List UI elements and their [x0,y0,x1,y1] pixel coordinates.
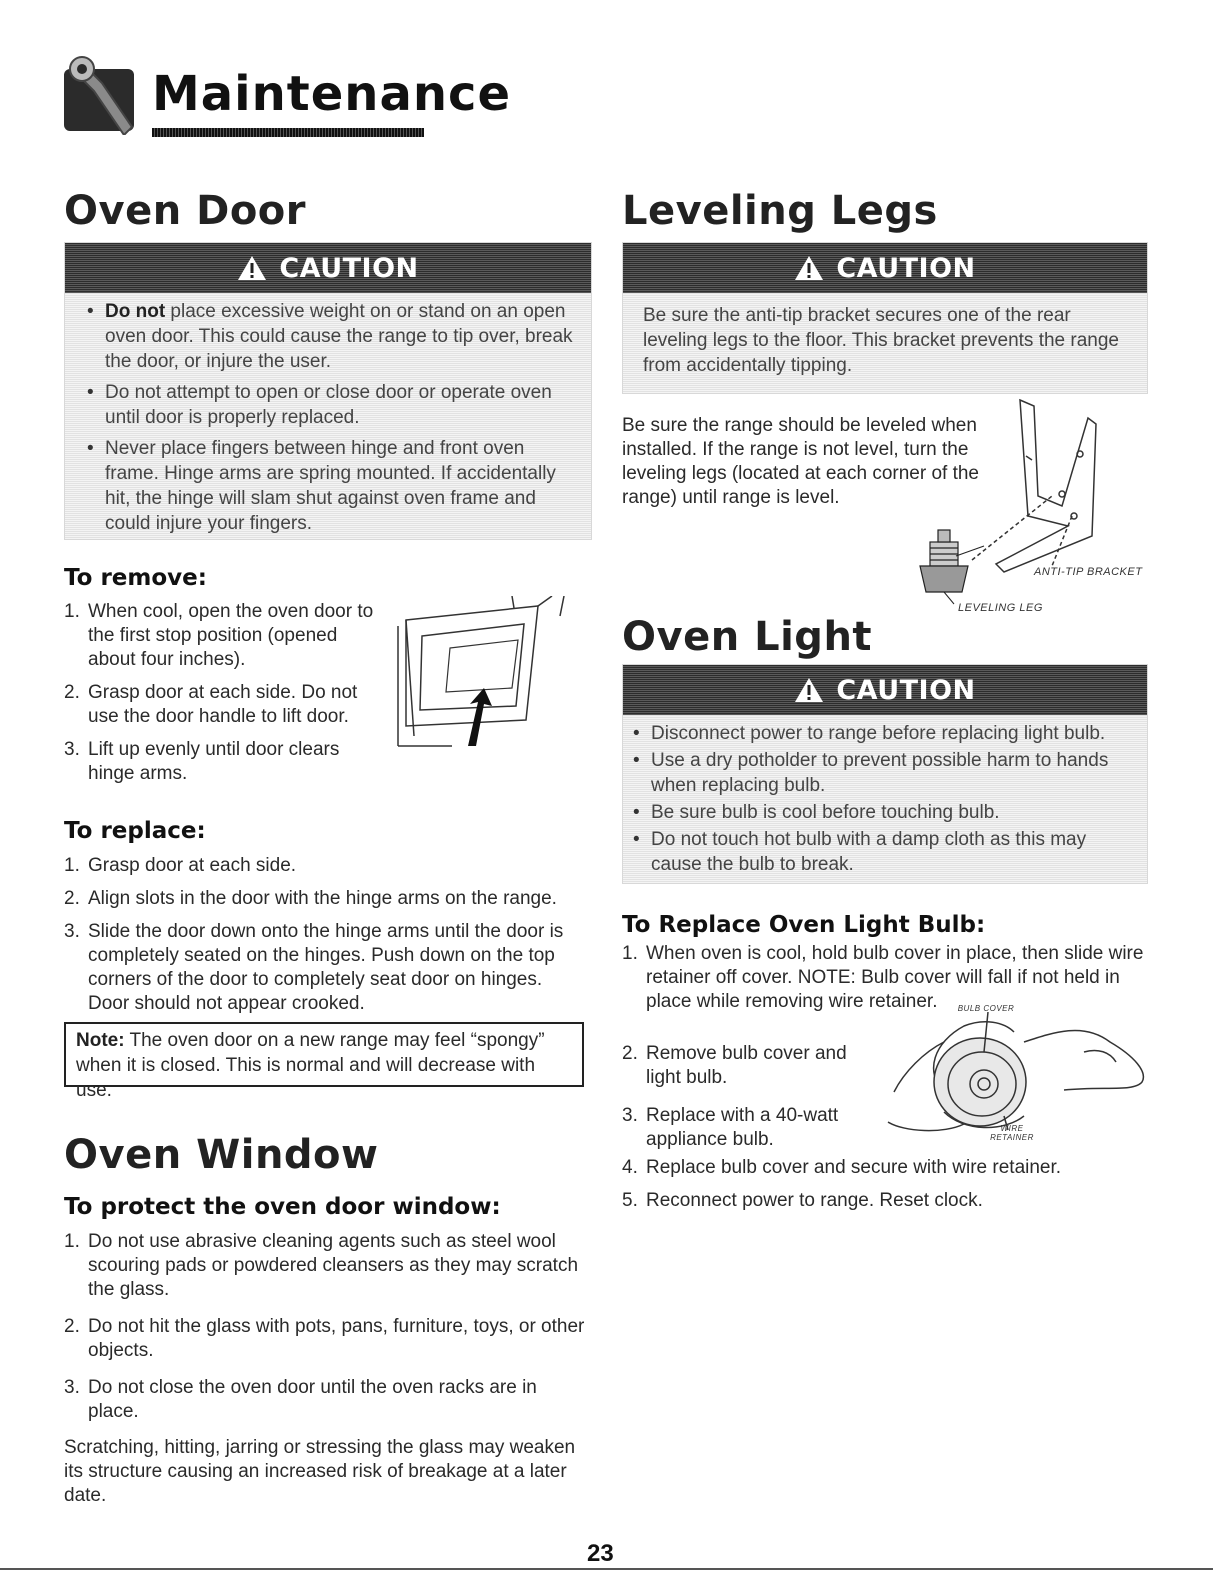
leveling-body-text: Be sure the range should be leveled when installed. If the range is not level, turn the leveling legs (located at each corner of the range) until range is level. [622,415,979,508]
caution-item: • Use a dry potholder to prevent possible harm to hands when replacing bulb. [631,748,1133,798]
leveling-legs-heading: Leveling Legs [622,188,938,234]
note-label: Note: [76,1030,125,1051]
list-item: 2. Remove bulb cover and light bulb. [622,1043,847,1088]
list-item: 4. Replace bulb cover and secure with wire retainer. [622,1157,1062,1178]
bottom-rule [0,1568,1213,1570]
list-item: 3. Do not close the oven door until the oven racks are in place. [64,1377,537,1422]
note-box [64,1022,584,1101]
bulb-steps [622,942,1147,1022]
list-item: 5. Reconnect power to range. Reset clock. [622,1190,983,1211]
warning-icon [794,254,824,282]
to-remove-heading: To remove: [64,565,207,591]
protect-window-heading: To protect the oven door window: [64,1194,501,1220]
oven-window-heading: Oven Window [64,1132,379,1178]
leveling-leg-caption: LEVELING LEG [958,602,1043,614]
caution-item: • Do not attempt to open or close door or operate oven until door is properly replaced. [85,380,577,430]
list-item: 3. Lift up evenly until door clears hinge arms. [64,739,340,784]
list-item: 1. When oven is cool, hold bulb cover in place, then slide wire retainer off cover. NOTE: Bulb cover will fall if not held in place while removing wire retainer. [622,943,1144,1012]
caution-item: • Do not place excessive weight on or stand on an open oven door. This could cause the range to tip over, break the door, or injure the user. [85,299,577,374]
warning-icon [237,254,267,282]
oven-door-illustration [392,596,576,752]
caution-item: • Disconnect power to range before replacing light bulb. [631,721,1133,746]
list-item: 2. Grasp door at each side. Do not use the door handle to lift door. [64,682,358,727]
page-header-title: Maintenance [152,66,512,122]
bulb-cover-caption: BULB COVER [957,1004,1015,1013]
list-item: 3. Replace with a 40-watt appliance bulb. [622,1105,839,1150]
header-rule [152,128,424,137]
remove-steps [64,600,384,795]
anti-tip-bracket-caption: ANTI-TIP BRACKET [1034,566,1143,578]
oven-door-caution-list [85,299,577,536]
caution-item: • Be sure bulb is cool before touching bulb. [631,800,1133,825]
bulb-steps-middle [622,1042,872,1161]
oven-light-caution-list [631,721,1133,877]
to-replace-heading: To replace: [64,818,206,844]
caution-item: • Never place fingers between hinge and front oven frame. Hinge arms are spring mounted. If accidentally hit, the hinge will slam shut against oven frame and could injure your fingers. [85,436,577,536]
wrench-icon [62,55,146,135]
caution-item: • Do not touch hot bulb with a damp cloth as this may cause the bulb to break. [631,827,1133,877]
caution-bar [623,665,1147,715]
oven-door-heading: Oven Door [64,188,306,234]
leveling-caution-text: Be sure the anti-tip bracket secures one of the rear leveling legs to the floor. This bracket prevents the range from accidentally tipping. [643,305,1119,376]
window-steps [64,1230,589,1433]
list-item: 3. Slide the door down onto the hinge arms until the door is completely seated on the hinges. Push down on the top corners of the door to completely seat door on hinges. Door should not appear crooked. [64,921,564,1014]
oven-light-heading: Oven Light [622,614,873,660]
oven-door-caution-box [64,242,592,540]
caution-bar [65,243,591,293]
list-item: 1. When cool, open the oven door to the first stop position (opened about four inches). [64,601,374,670]
replace-bulb-heading: To Replace Oven Light Bulb: [622,912,986,938]
caution-label: CAUTION [836,252,976,284]
list-item: 2. Do not hit the glass with pots, pans, furniture, toys, or other objects. [64,1316,585,1361]
replace-steps [64,854,584,1025]
note-text: The oven door on a new range may feel “spongy” when it is closed. This is normal and will decrease with use. [76,1030,545,1101]
warning-icon [794,676,824,704]
caution-label: CAUTION [279,252,419,284]
bulb-steps-end [622,1156,1147,1222]
list-item: 1. Grasp door at each side. [64,855,297,876]
wire-retainer-caption: WIRE RETAINER [990,1124,1034,1142]
caution-bar [623,243,1147,293]
bulb-replacement-illustration [884,1012,1150,1136]
window-closing-paragraph: Scratching, hitting, jarring or stressing the glass may weaken its structure causing an increased risk of breakage at a later date. [64,1437,576,1506]
list-item: 2. Align slots in the door with the hinge arms on the range. [64,888,557,909]
page-number: 23 [587,1540,614,1567]
leveling-caution-box [622,242,1148,394]
oven-light-caution-box [622,664,1148,884]
list-item: 1. Do not use abrasive cleaning agents such as steel wool scouring pads or powdered cleansers as they may scratch the glass. [64,1231,579,1300]
caution-label: CAUTION [836,674,976,706]
